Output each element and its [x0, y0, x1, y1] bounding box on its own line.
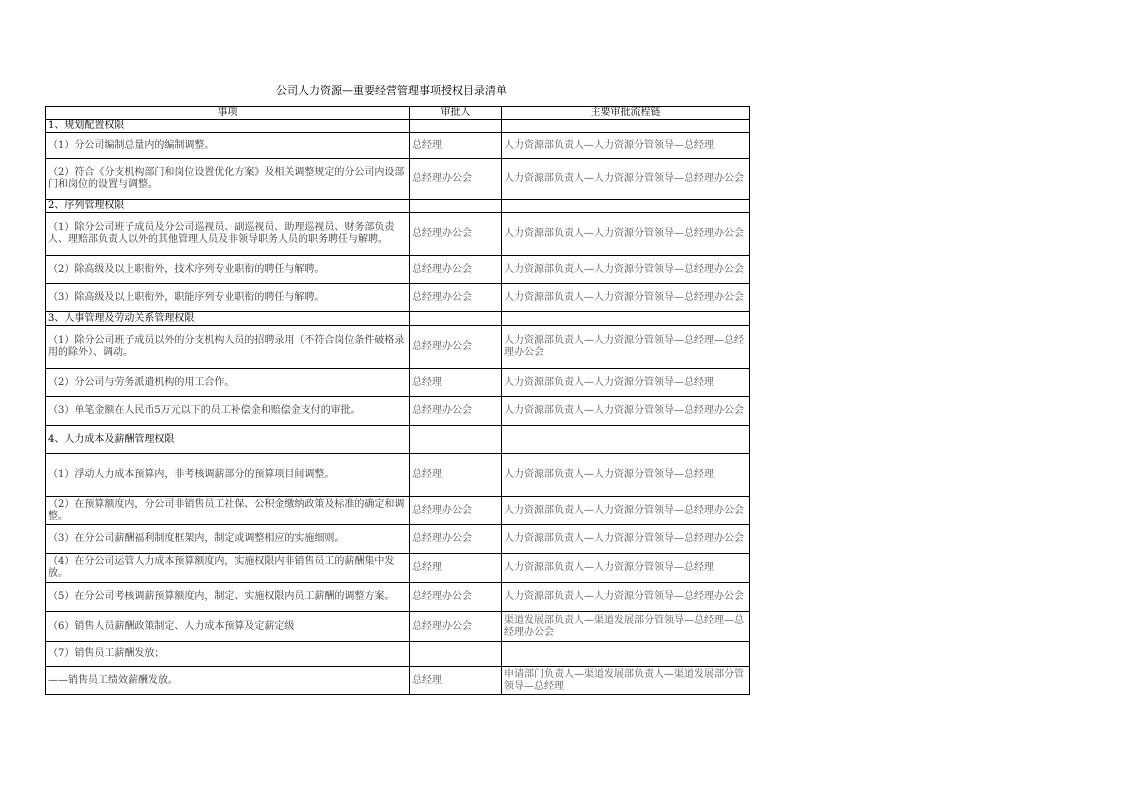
item-cell: （2）分公司与劳务派遣机构的用工合作。	[46, 369, 410, 397]
item-cell: （1）浮动人力成本预算内，非考核调薪部分的预算项目间调整。	[46, 454, 410, 497]
table-row	[46, 369, 750, 397]
approver-cell: 总经理	[410, 454, 502, 497]
header-approver: 审批人	[410, 107, 502, 120]
approver-cell: 总经理办公会	[410, 256, 502, 284]
item-cell: （3）除高级及以上职衔外，职能序列专业职衔的聘任与解聘。	[46, 284, 410, 312]
approver-cell: 总经理办公会	[410, 612, 502, 642]
chain-cell: 申请部门负责人—渠道发展部负责人—渠道发展部分管领导—总经理	[502, 667, 750, 695]
approver-cell: 总经理	[410, 667, 502, 695]
chain-cell	[502, 120, 750, 133]
table-row	[46, 133, 750, 159]
item-cell: （1）分公司编制总量内的编制调整。	[46, 133, 410, 159]
table-row	[46, 497, 750, 525]
table-body	[46, 120, 750, 695]
approver-cell: 总经理办公会	[410, 326, 502, 369]
item-cell: （3）在分公司薪酬福利制度框架内，制定或调整相应的实施细则。	[46, 525, 410, 554]
approver-cell: 总经理办公会	[410, 397, 502, 426]
item-cell: （2）除高级及以上职衔外，技术序列专业职衔的聘任与解聘。	[46, 256, 410, 284]
table-row	[46, 284, 750, 312]
category-row	[46, 426, 750, 454]
table-row	[46, 213, 750, 256]
table-row	[46, 642, 750, 667]
approver-cell: 总经理办公会	[410, 213, 502, 256]
item-cell: （1）除分公司班子成员及分公司巡视员、副巡视员、助理巡视员、财务部负责人、理赔部负责人以外的其他管理人员及非领导职务人员的职务聘任与解聘。	[46, 213, 410, 256]
item-cell: （6）销售人员薪酬政策制定、人力成本预算及定薪定级	[46, 612, 410, 642]
item-cell: （2）在预算额度内，分公司非销售员工社保、公积金缴纳政策及标准的确定和调整。	[46, 497, 410, 525]
approver-cell: 总经理办公会	[410, 525, 502, 554]
chain-cell	[502, 312, 750, 326]
approver-cell	[410, 426, 502, 454]
table-row	[46, 612, 750, 642]
chain-cell	[502, 200, 750, 213]
item-cell: 2、序列管理权限	[46, 200, 410, 213]
table-row	[46, 554, 750, 583]
table-row	[46, 326, 750, 369]
chain-cell: 人力资源部负责人—人力资源分管领导—总经理办公会	[502, 583, 750, 612]
chain-cell: 人力资源部负责人—人力资源分管领导—总经理	[502, 454, 750, 497]
approver-cell	[410, 312, 502, 326]
item-cell: （5）在分公司考核调薪预算额度内，制定、实施权限内员工薪酬的调整方案。	[46, 583, 410, 612]
header-item: 事项	[46, 107, 410, 120]
chain-cell: 人力资源部负责人—人力资源分管领导—总经理办公会	[502, 159, 750, 200]
approver-cell: 总经理	[410, 369, 502, 397]
approver-cell: 总经理	[410, 554, 502, 583]
item-cell: （7）销售员工薪酬发放；	[46, 642, 410, 667]
chain-cell: 人力资源部负责人—人力资源分管领导—总经理	[502, 133, 750, 159]
table-row	[46, 667, 750, 695]
chain-cell: 人力资源部负责人—人力资源分管领导—总经理办公会	[502, 525, 750, 554]
chain-cell: 人力资源部负责人—人力资源分管领导—总经理	[502, 369, 750, 397]
table-row	[46, 454, 750, 497]
approver-cell	[410, 642, 502, 667]
chain-cell: 渠道发展部负责人—渠道发展部分管领导—总经理—总经理办公会	[502, 612, 750, 642]
category-row	[46, 200, 750, 213]
approver-cell: 总经理	[410, 133, 502, 159]
approver-cell	[410, 200, 502, 213]
chain-cell	[502, 642, 750, 667]
chain-cell: 人力资源部负责人—人力资源分管领导—总经理办公会	[502, 256, 750, 284]
table-row	[46, 525, 750, 554]
table-row	[46, 583, 750, 612]
document-title: 公司人力资源—重要经营管理事项授权目录清单	[276, 84, 507, 97]
table-row	[46, 159, 750, 200]
item-cell: 3、人事管理及劳动关系管理权限	[46, 312, 410, 326]
chain-cell: 人力资源部负责人—人力资源分管领导—总经理办公会	[502, 497, 750, 525]
item-cell: 1、规划配置权限	[46, 120, 410, 133]
chain-cell	[502, 426, 750, 454]
item-cell: （1）除分公司班子成员以外的分支机构人员的招聘录用（不符合岗位条件破格录用的除外）、调动。	[46, 326, 410, 369]
category-row	[46, 120, 750, 133]
item-cell: ——销售员工绩效薪酬发放。	[46, 667, 410, 695]
approver-cell: 总经理办公会	[410, 497, 502, 525]
approver-cell: 总经理办公会	[410, 159, 502, 200]
approver-cell: 总经理办公会	[410, 284, 502, 312]
header-row	[46, 107, 750, 120]
authorization-table	[45, 106, 750, 695]
chain-cell: 人力资源部负责人—人力资源分管领导—总经理办公会	[502, 284, 750, 312]
item-cell: （2）符合《分支机构部门和岗位设置优化方案》及相关调整规定的分公司内设部门和岗位的设置与调整。	[46, 159, 410, 200]
chain-cell: 人力资源部负责人—人力资源分管领导—总经理办公会	[502, 213, 750, 256]
approver-cell	[410, 120, 502, 133]
approver-cell: 总经理办公会	[410, 583, 502, 612]
chain-cell: 人力资源部负责人—人力资源分管领导—总经理	[502, 554, 750, 583]
item-cell: （4）在分公司运管人力成本预算额度内，实施权限内非销售员工的薪酬集中发放。	[46, 554, 410, 583]
chain-cell: 人力资源部负责人—人力资源分管领导—总经理—总经理办公会	[502, 326, 750, 369]
chain-cell: 人力资源部负责人—人力资源分管领导—总经理办公会	[502, 397, 750, 426]
item-cell: 4、人力成本及薪酬管理权限	[46, 426, 410, 454]
table-row	[46, 397, 750, 426]
table-row	[46, 256, 750, 284]
item-cell: （3）单笔金额在人民币5万元以下的员工补偿金和赔偿金支付的审批。	[46, 397, 410, 426]
category-row	[46, 312, 750, 326]
header-chain: 主要审批流程链	[502, 107, 750, 120]
